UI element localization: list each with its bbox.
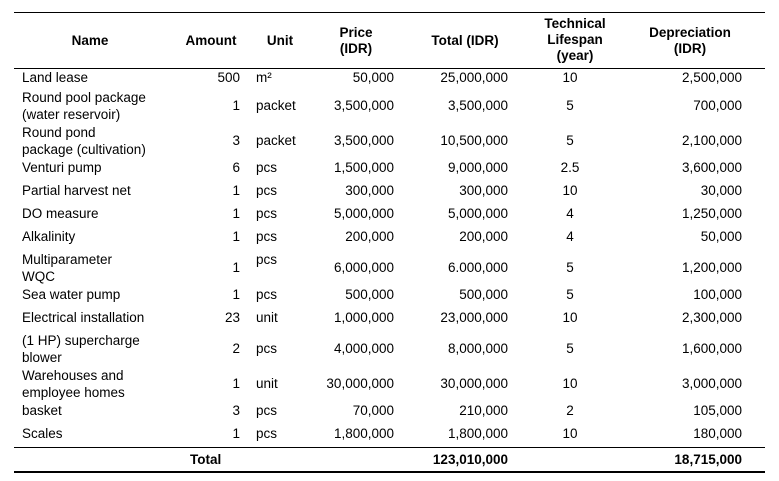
row-lifespan: 5 [566,98,574,113]
row-unit: pcs [256,183,278,198]
row-amount: 1 [232,376,240,391]
row-name: employee homes [22,385,125,400]
total-depreciation: 18,715,000 [674,452,742,467]
row-depreciation: 30,000 [700,183,742,198]
row-unit: m² [256,70,272,85]
total-label: Total [190,452,222,467]
row-price: 1,800,000 [333,426,394,441]
row-depreciation: 1,250,000 [681,206,742,221]
row-name: (water reservoir) [22,107,121,122]
row-name: Round pool package [22,90,146,105]
row-amount: 1 [232,229,240,244]
row-total: 1,800,000 [447,426,508,441]
row-unit: unit [256,310,278,325]
row-lifespan: 5 [566,133,574,148]
row-name: Partial harvest net [22,183,131,198]
row-name: Alkalinity [22,229,76,244]
header-price [318,25,394,57]
header-lifespan-line3: (year) [556,48,594,63]
top-rule [14,12,765,13]
header-lifespan-line2: Lifespan [547,32,603,47]
row-price: 6,000,000 [333,260,394,275]
row-name: WQC [22,269,55,284]
header-amount: Amount [185,33,237,48]
row-unit: packet [256,98,296,113]
row-depreciation: 1,600,000 [681,341,742,356]
row-name: Venturi pump [22,160,102,175]
row-lifespan: 5 [566,287,574,302]
header-name: Name [71,33,109,48]
row-price: 3,500,000 [333,133,394,148]
row-depreciation: 700,000 [693,98,742,113]
row-lifespan: 10 [562,376,578,391]
row-lifespan: 10 [562,70,578,85]
row-total: 200,000 [459,229,508,244]
row-name: (1 HP) supercharge [22,333,140,348]
row-total: 8,000,000 [447,341,508,356]
row-price: 300,000 [345,183,394,198]
row-name: Round pond [22,125,96,140]
row-name: Multiparameter [22,252,113,267]
row-unit: pcs [256,287,278,302]
row-amount: 1 [232,183,240,198]
row-price: 5,000,000 [333,206,394,221]
row-name: Electrical installation [22,310,145,325]
row-price: 1,000,000 [333,310,394,325]
row-amount: 3 [232,403,240,418]
row-amount: 500 [217,70,240,85]
row-amount: 1 [232,426,240,441]
row-unit: packet [256,133,296,148]
row-total: 3,500,000 [447,98,508,113]
row-unit: pcs [256,229,278,244]
row-price: 3,500,000 [333,98,394,113]
row-amount: 23 [224,310,240,325]
header-price-line1: Price [339,25,373,40]
row-lifespan: 10 [562,183,578,198]
row-name: basket [22,403,62,418]
row-depreciation: 180,000 [693,426,742,441]
header-lifespan [525,16,625,64]
row-price: 50,000 [352,70,394,85]
header-total: Total (IDR) [431,33,499,48]
row-unit: pcs [256,160,278,175]
row-unit: pcs [256,206,278,221]
row-amount: 2 [232,341,240,356]
row-amount: 3 [232,133,240,148]
row-unit: unit [256,376,278,391]
row-price: 1,500,000 [333,160,394,175]
row-amount: 1 [232,260,240,275]
row-total: 10,500,000 [440,133,508,148]
row-total: 500,000 [459,287,508,302]
row-total: 300,000 [459,183,508,198]
row-name: DO measure [22,206,99,221]
row-name: Land lease [22,70,89,85]
row-total: 23,000,000 [440,310,508,325]
row-unit: pcs [256,426,278,441]
row-amount: 1 [232,206,240,221]
total-top-rule [14,447,765,448]
header-depreciation [635,25,745,57]
row-total: 210,000 [459,403,508,418]
row-total: 25,000,000 [440,70,508,85]
row-name: Sea water pump [22,287,121,302]
row-price: 70,000 [352,403,394,418]
row-unit: pcs [256,403,278,418]
row-total: 30,000,000 [440,376,508,391]
header-depreciation-line2: (IDR) [673,41,707,56]
row-depreciation: 2,500,000 [681,70,742,85]
row-depreciation: 2,100,000 [681,133,742,148]
row-lifespan: 5 [566,341,574,356]
bottom-rule [14,471,765,473]
row-price: 30,000,000 [326,376,394,391]
total-sum: 123,010,000 [432,452,508,467]
row-name: blower [22,350,62,365]
row-total: 6.000,000 [447,260,508,275]
row-depreciation: 3,600,000 [681,160,742,175]
row-amount: 6 [232,160,240,175]
row-lifespan: 4 [566,206,574,221]
row-name: Scales [22,426,63,441]
header-unit: Unit [266,33,294,48]
row-depreciation: 3,000,000 [681,376,742,391]
row-lifespan: 10 [562,426,578,441]
header-rule [14,68,765,69]
row-lifespan: 4 [566,229,574,244]
header-price-line2: (IDR) [339,41,373,56]
row-depreciation: 1,200,000 [681,260,742,275]
row-lifespan: 2 [566,403,574,418]
row-depreciation: 100,000 [693,287,742,302]
row-depreciation: 105,000 [693,403,742,418]
header-lifespan-line1: Technical [544,16,606,31]
row-amount: 1 [232,287,240,302]
row-unit: pcs [256,252,278,267]
header-depreciation-line1: Depreciation [649,25,731,40]
row-price: 200,000 [345,229,394,244]
row-depreciation: 2,300,000 [681,310,742,325]
row-total: 9,000,000 [447,160,508,175]
row-lifespan: 2.5 [560,160,580,175]
row-name: Warehouses and [22,368,124,383]
row-price: 4,000,000 [333,341,394,356]
row-depreciation: 50,000 [700,229,742,244]
row-lifespan: 10 [562,310,578,325]
row-unit: pcs [256,341,278,356]
row-amount: 1 [232,98,240,113]
row-price: 500,000 [345,287,394,302]
row-total: 5,000,000 [447,206,508,221]
row-name: package (cultivation) [22,142,146,157]
row-lifespan: 5 [566,260,574,275]
